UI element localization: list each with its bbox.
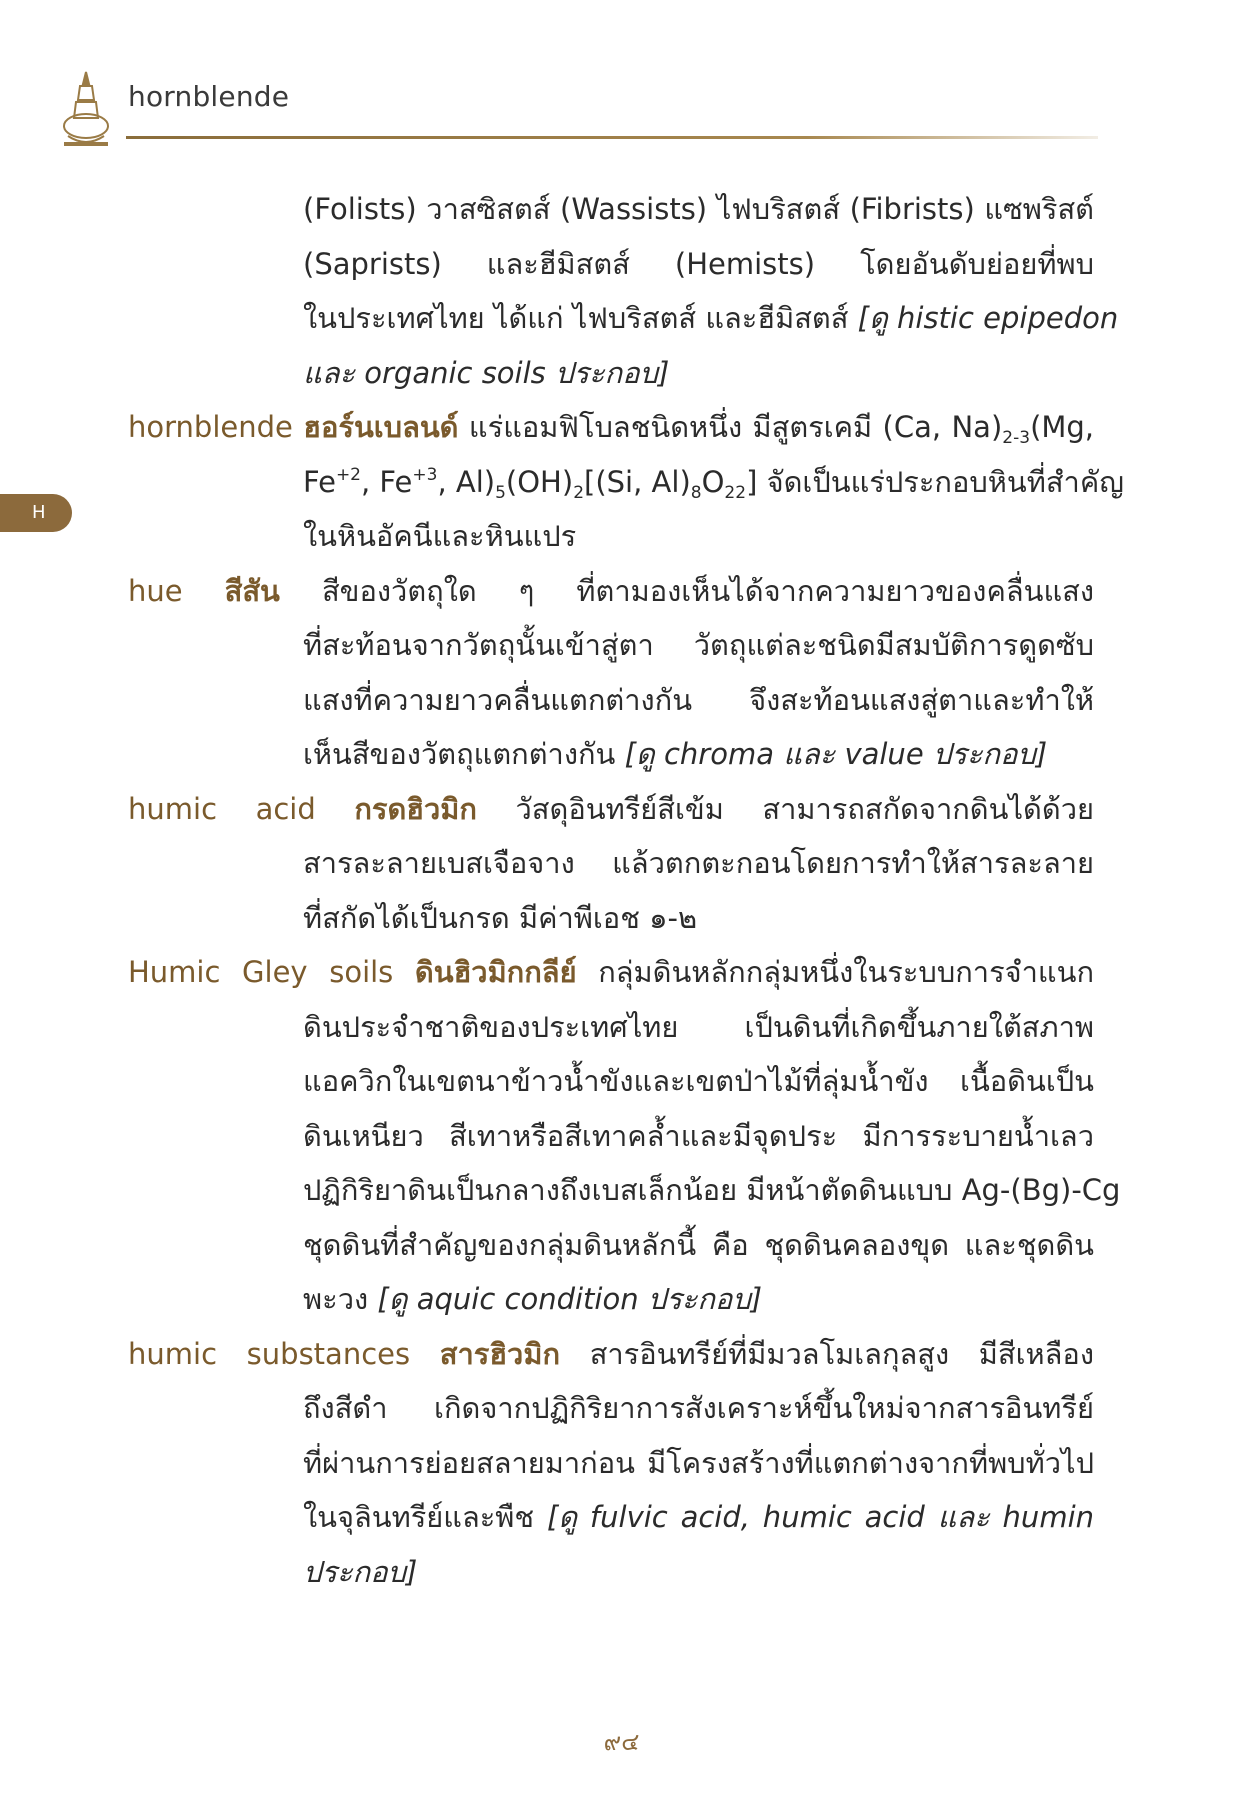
cross-reference: [ดู aquic condition ประกอบ] xyxy=(377,1282,763,1316)
headword-english: humic substances xyxy=(128,1336,411,1371)
dictionary-entries xyxy=(128,182,1124,1599)
headword-english: hue xyxy=(128,573,183,608)
entry-continuation-line xyxy=(128,1545,1094,1600)
headword-thai: สารฮิวมิก xyxy=(439,1336,561,1371)
entry-continuation-line xyxy=(128,836,1094,891)
line-text: ที่สกัดได้เป็นกรด มีค่าพีเอช ๑-๒ xyxy=(303,900,698,935)
entry-continuation-line xyxy=(128,182,1094,237)
entry-continuation-line xyxy=(128,891,1094,946)
cross-reference: [ดู chroma และ value ประกอบ] xyxy=(624,737,1048,771)
cross-reference: ประกอบ] xyxy=(303,1554,418,1589)
line-text: (Folists) วาสซิสตส์ (Wassists) ไฟบริสตส์ (Fibrists) แซพริสต์ xyxy=(303,192,1094,226)
entry-hue xyxy=(128,564,1094,619)
definition-text: แร่แอมฟิโบลชนิดหนึ่ง มีสูตรเคมี (Ca, $Na)_{2-3}(Mg$, xyxy=(468,410,1095,448)
headword-thai: ดินฮิวมิกกลีย์ xyxy=(414,955,577,989)
line-text: ดินเหนียว สีเทาหรือสีเทาคล้ำและมีจุดประ มีการระบายน้ำเลว xyxy=(303,1118,1094,1153)
entry-continuation-line xyxy=(128,1490,1094,1545)
entry-continuation-line xyxy=(128,1000,1094,1055)
page-number: ๙๔ xyxy=(603,1728,640,1756)
running-head: hornblende xyxy=(128,80,290,113)
definition-text: สารอินทรีย์ที่มีมวลโมเลกุลสูง มีสีเหลือง xyxy=(589,1336,1095,1371)
cross-reference: [ดู histic epipedon xyxy=(857,301,1119,335)
line-text: แสงที่ความยาวคลื่นแตกต่างกัน จึงสะท้อนแสงสู่ตาและทำให้ xyxy=(303,682,1094,717)
entry-continuation-line xyxy=(128,455,1124,510)
line-text: ในประเทศไทย ได้แก่ ไฟบริสตส์ และฮีมิสตส์ xyxy=(303,301,858,335)
definition-text: สีของวัตถุใด ๆ ที่ตามองเห็นได้จากความยาวของคลื่นแสง xyxy=(321,573,1094,608)
entry-continuation-line xyxy=(128,346,1094,401)
entry-humic-acid xyxy=(128,782,1094,837)
header-rule xyxy=(126,136,1098,139)
headword-english: hornblende xyxy=(128,410,293,444)
headword-english: Humic Gley soils xyxy=(128,955,394,989)
line-text: สารละลายเบสเจือจาง แล้วตกตะกอนโดยการทำให้สารละลาย xyxy=(303,846,1094,880)
line-text: แอควิกในเขตนาข้าวน้ำขังและเขตป่าไม้ที่ลุ่มน้ำขัง เนื้อดินเป็น xyxy=(303,1064,1094,1098)
line-text: ในหินอัคนีและหินแปร xyxy=(303,519,577,553)
entry-hornblende xyxy=(128,400,1094,455)
line-text: (Saprists) และฮีมิสตส์ (Hemists) โดยอันดับย่อยที่พบ xyxy=(303,246,1094,281)
line-text: ที่สะท้อนจากวัตถุนั้นเข้าสู่ตา วัตถุแต่ละชนิดมีสมบัติการดูดซับ xyxy=(303,628,1094,662)
entry-continuation-line xyxy=(128,1109,1094,1164)
cross-reference: และ organic soils ประกอบ] xyxy=(303,355,670,390)
definition-text: กลุ่มดินหลักกลุ่มหนึ่งในระบบการจำแนก xyxy=(598,955,1095,989)
line-text: ปฏิกิริยาดินเป็นกลางถึงเบสเล็กน้อย มีหน้าตัดดินแบบ Ag-(Bg)-Cg xyxy=(303,1173,1121,1207)
headword-thai: สีสัน xyxy=(224,573,280,608)
entry-continuation-line xyxy=(128,618,1094,673)
entry-continuation-line xyxy=(128,291,1119,346)
line-text: เห็นสีของวัตถุแตกต่างกัน xyxy=(303,737,625,771)
entry-continuation-line xyxy=(128,1436,1094,1491)
line-text: ดินประจำชาติของประเทศไทย เป็นดินที่เกิดขึ้นภายใต้สภาพ xyxy=(303,1009,1094,1044)
entry-humic-gley-soils xyxy=(128,945,1094,1000)
line-text: ในจุลินทรีย์และพืช xyxy=(303,1500,547,1534)
entry-continuation-line xyxy=(128,237,1094,292)
definition-text: วัสดุอินทรีย์สีเข้ม สามารถสกัดจากดินได้ด้วย xyxy=(515,791,1094,826)
chemical-formula: $Fe^{+2}$, $Fe^{+3}$, $Al)_5(OH)_2[(Si$, $Al)_8O_{22}$] จัดเป็นแร่ประกอบหินที่สำคัญ xyxy=(303,464,1124,503)
line-text: พะวง xyxy=(303,1282,378,1316)
line-text: ชุดดินที่สำคัญของกลุ่มดินหลักนี้ คือ ชุดดินคลองขุด และชุดดิน xyxy=(303,1227,1094,1262)
institute-seal-icon xyxy=(58,70,114,152)
entry-continuation-line xyxy=(128,509,1094,564)
cross-reference: [ดู fulvic acid, humic acid และ humin xyxy=(546,1500,1095,1534)
entry-continuation-line xyxy=(128,1272,1094,1327)
line-text: ถึงสีดำ เกิดจากปฏิกิริยาการสังเคราะห์ขึ้นใหม่จากสารอินทรีย์ xyxy=(303,1391,1094,1425)
headword-thai: ฮอร์นเบลนด์ xyxy=(303,410,459,444)
entry-continuation-line xyxy=(128,673,1094,728)
headword-thai: กรดฮิวมิก xyxy=(354,791,477,826)
section-tab: H xyxy=(0,494,72,532)
entry-continuation-line xyxy=(128,1163,1121,1218)
entry-continuation-line xyxy=(128,1054,1094,1109)
entry-continuation-line xyxy=(128,1218,1094,1273)
entry-humic-substances xyxy=(128,1327,1094,1382)
headword-english: humic acid xyxy=(128,791,316,826)
line-text: ที่ผ่านการย่อยสลายมาก่อน มีโครงสร้างที่แตกต่างจากที่พบทั่วไป xyxy=(303,1445,1094,1480)
entry-continuation-line xyxy=(128,1381,1094,1436)
entry-continuation-line xyxy=(128,727,1094,782)
